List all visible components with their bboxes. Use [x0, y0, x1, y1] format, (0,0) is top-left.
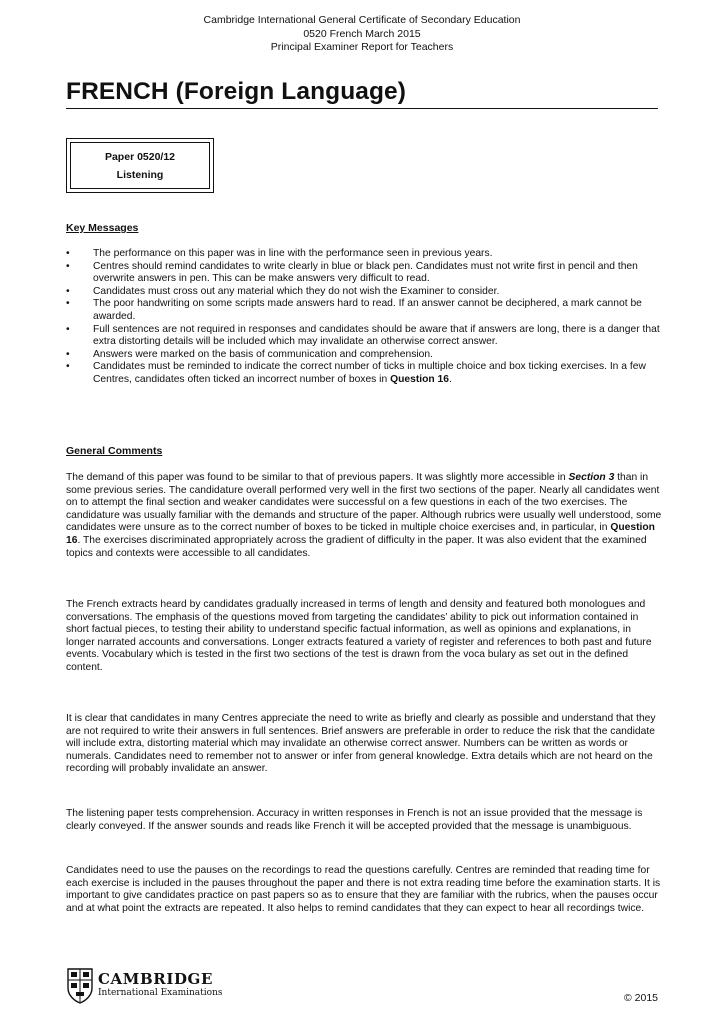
- paragraph-pauses: Candidates need to use the pauses on the recordings to read the questions carefully. Centres are reminded that reading time for each exercise is included in the pauses throughout the paper and there is not extra reading time before the examination starts. It is important to give candidates practice on past papers so as to ensure that they are familiar with the rubrics, when the pauses occur and at what point the extracts are repeated. It also helps to remind candidates that they can expect to hear all recordings twice.: [66, 865, 661, 914]
- logo-wordmark: CAMBRIDGE: [98, 970, 213, 988]
- bullet-text: Centres should remind candidates to write clearly in blue or black pen. Candidates must not write first in pencil and then overwrite answers in pen. This can be make answers very difficult to read.: [93, 260, 638, 285]
- question-ref: Question 16: [66, 522, 655, 546]
- header-line-1: Cambridge International General Certificate of Secondary Education: [203, 14, 521, 26]
- bullet-text: The poor handwriting on some scripts made answers hard to read. If an answer cannot be deciphered, a mark cannot be awarded.: [93, 298, 642, 322]
- copyright-notice: © 2015: [623, 992, 658, 1004]
- cambridge-shield-icon: [67, 968, 93, 1004]
- bullet-text: Answers were marked on the basis of communication and comprehension.: [93, 348, 433, 360]
- section-ref: Section 3: [568, 472, 615, 483]
- list-item: [66, 286, 662, 299]
- bullet-text: Full sentences are not required in responses and candidates should be aware that if answers are long, there is a danger that extra distorting details will be included which may invalidate an otherwise correct answer.: [93, 323, 660, 348]
- list-item: [66, 361, 662, 386]
- paragraph-comprehension: The listening paper tests comprehension. Accuracy in written responses in French is not an issue provided that the message is clearly conveyed. If the answer sounds and reads like French it will be accepted provided that the message is unambiguous.: [66, 808, 643, 832]
- paper-info-box-inner: [70, 142, 210, 189]
- list-item: [66, 324, 662, 349]
- list-item: [66, 261, 662, 286]
- list-item: [66, 248, 662, 261]
- paragraph-demand: [66, 472, 662, 560]
- paragraph-extracts: The French extracts heard by candidates gradually increased in terms of length and density and featured both monologues and conversations. The emphasis of the questions moved from targeting the candidates’ ability to pick out information contained in short factual pieces, to testing their ability to understand specific factual information, as well as opinions and explanations, in longer narrated accounts and conversations. Longer extracts featured a variety of register and references to both past and future events. Vocabulary which is tested in the first two sections of the test is drawn from the voca bulary as set out in the defined content.: [66, 599, 652, 673]
- key-messages-list: [66, 248, 662, 387]
- report-header: [0, 14, 724, 55]
- paper-component: Listening: [116, 169, 164, 181]
- header-line-3: Principal Examiner Report for Teachers: [270, 41, 454, 53]
- paper-info-box: [66, 138, 214, 193]
- page-title: FRENCH (Foreign Language): [66, 78, 407, 105]
- list-item: [66, 349, 662, 362]
- paper-code: Paper 0520/12: [104, 151, 176, 163]
- paragraph-text: . The exercises discriminated appropriately across the gradient of difficulty in the paper. It was also evident that the examined topics and contexts were accessible to all candidates.: [66, 534, 647, 559]
- header-line-2: 0520 French March 2015: [303, 27, 421, 40]
- list-item: [66, 298, 662, 323]
- bullet-text: Candidates must be reminded to indicate the correct number of ticks in multiple choice and box ticking exercises. In a few Centres, candidates often ticked an incorrect number of boxes in: [93, 361, 646, 385]
- question-ref: Question 16: [390, 373, 449, 385]
- title-divider: [66, 108, 658, 109]
- paragraph-text: than in some previous series. The candidature overall performed very well in the first two sections of the paper. Nearly all candidates went on to attempt the final section and weaker candidates were successful on a few questions in each of the two exercises. The candidature was usually familiar with the demands and structure of the paper. Although rubrics were usually well understood, some candidates were unsure as to the correct number of boxes to be ticked in multiple choice exercises and, in particular, in: [66, 472, 662, 534]
- bullet-text: The performance on this paper was in line with the performance seen in previous years.: [93, 248, 493, 259]
- bullet-text: Candidates must cross out any material which they do not wish the Examiner to consider.: [93, 285, 500, 297]
- paragraph-text: The demand of this paper was found to be similar to that of previous papers. It was slightly more accessible in: [66, 472, 569, 483]
- bullet-text-end: .: [449, 373, 452, 385]
- key-messages-heading: Key Messages: [66, 222, 139, 234]
- paragraph-brief-answers: It is clear that candidates in many Centres appreciate the need to write as briefly and clearly as possible and understand that they are not required to write their answers in full sentences. Brief answers are preferable in order to reduce the risk that the candidate will include extra, distorting material which may invalidate an otherwise correct answer. Numbers can be written as words or numerals. Candidates need to remember not to answer or infer from general knowledge. Extra details which are not heard on the recording will probably invalidate an answer.: [66, 713, 656, 775]
- logo-subtitle: International Examinations: [98, 988, 223, 998]
- general-comments-heading: General Comments: [66, 445, 163, 457]
